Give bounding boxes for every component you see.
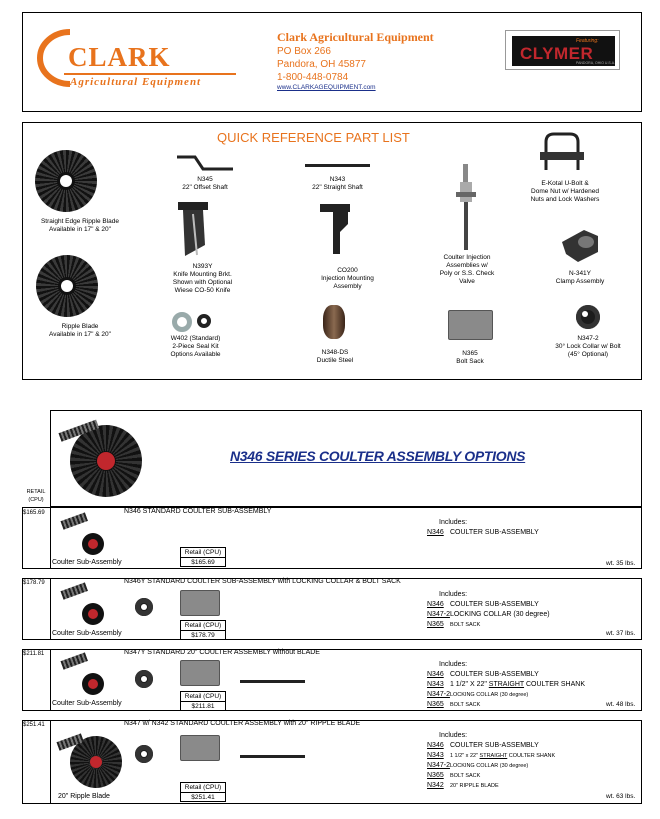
quick-ref-title: QUICK REFERENCE PART LIST [217,130,410,145]
ripple-blade-image [36,255,98,317]
row-4-title: N347 w/ N342 STANDARD COULTER ASSEMBLY with 20" RIPPLE BLADE [124,720,361,727]
n393y-caption: N393Y Knife Mounting Brkt. Shown with Optional Wiese CO-50 Knife [172,263,233,295]
bolt-sack-image [448,310,493,340]
w402-caption: W402 (Standard) 2-Piece Seal Kit Options Available [170,335,221,359]
header-coulter-image [60,415,145,500]
ductile-hub-image [323,305,345,339]
row-3-includes: Includes: N346 COULTER SUB-ASSEMBLY N343 1 1/2" X 22" STRAIGHT COULTER SHANK N347-2 LOCKING COLLAR (30 degree) N365 BOLT SACK [427,661,585,708]
row-4-includes: Includes: N346 COULTER SUB-ASSEMBLY N343 1 1/2" x 22" STRAIGHT COULTER SHANK N347-2 LOCKING COLLAR (30 degree) N365 BOLT SACK N342 20" RIPPLE BLADE [427,732,556,789]
row-4-collar-image [135,745,153,763]
row-2-includes: Includes: N346 COULTER SUB-ASSEMBLY N347-2 LOCKING COLLAR (30 degree) N365 BOLT SACK [427,591,550,628]
row-4-price: $251.41 [23,722,45,728]
straight-ripple-blade-image [35,150,97,212]
row-1-coulter-image [62,515,107,560]
n341y-caption: N-341Y Clamp Assembly [555,270,605,286]
n348-caption: N348-DS Ductile Steel [316,349,354,365]
row-2-price: $178.79 [23,580,45,586]
company-name: Clark Agricultural Equipment [277,30,434,44]
row-2-label: Coulter Sub-Assembly [52,630,122,637]
row-2-title: N346Y STANDARD COULTER SUB-ASSEMBLY with LOCKING COLLAR & BOLT SACK [124,578,401,585]
injection-assembly-image [452,162,482,252]
row-3-shaft-image [240,680,305,683]
website-link[interactable]: www.CLARKAGEQUIPMENT.com [277,84,376,91]
logo-text: CLARK [68,42,171,72]
row-4-label: 20" Ripple Blade [58,793,110,800]
row-3-bolt-sack-image [180,660,220,686]
row-1-title: N346 STANDARD COULTER SUB-ASSEMBLY [124,508,272,515]
row-4-coulter-image [58,728,123,790]
row-1-includes: Includes: N346 COULTER SUB-ASSEMBLY [427,519,539,536]
row-3-collar-image [135,670,153,688]
row-2-bolt-sack-image [180,590,220,616]
row-1-weight: wt. 35 lbs. [606,560,636,567]
logo-sub: Agricultural Equipment [70,76,202,88]
injection-caption: Coulter Injection Assemblies w/ Poly or S.S. Check Valve [439,254,495,286]
row-3-price: $211.81 [23,651,45,657]
options-title: N346 SERIES COULTER ASSEMBLY OPTIONS [230,448,526,464]
row-4-weight: wt. 63 lbs. [606,793,636,800]
n347-caption: N347-2 30° Lock Collar w/ Bolt (45° Optional) [555,335,621,359]
u-bolt-caption: E-Kotal U-Bolt & Dome Nut w/ Hardened Nuts and Lock Washers [530,180,600,204]
n343-caption: N343 22" Straight Shaft [312,176,363,192]
city: Pandora, OH 45877 [277,59,366,70]
co200-caption: CO200 Injection Mounting Assembly [321,267,374,291]
seal-kit-image [172,312,192,332]
offset-shaft-image [175,153,235,173]
clark-logo [28,24,238,94]
lock-collar-image [576,305,600,329]
clymer-place: PANDORA, OHIO U.S.A. [576,61,616,65]
row-4-price-box: Retail (CPU) $251.41 [180,782,226,802]
injection-mount-image [318,202,358,257]
row-1-price: $165.69 [23,510,45,516]
ripple-blade-caption: Ripple Blade Available in 17" & 20" [49,323,111,339]
clymer-featuring: Featuring: [576,38,599,44]
row-2-price-box: Retail (CPU) $178.79 [180,620,226,640]
row-2-coulter-image [62,585,107,630]
row-2-weight: wt. 37 lbs. [606,630,636,637]
row-4-bolt-sack-image [180,735,220,761]
row-3-title: N347Y STANDARD 20" COULTER ASSEMBLY without BLADE [124,649,320,656]
knife-bracket-image [175,200,220,260]
row-3-label: Coulter Sub-Assembly [52,700,122,707]
clymer-logo [505,30,620,70]
row-2-collar-image [135,598,153,616]
row-1-label: Coulter Sub-Assembly [52,559,122,566]
phone: 1-800-448-0784 [277,72,349,83]
row-1-price-box: Retail (CPU) $165.69 [180,547,226,567]
clamp-assembly-image [560,222,600,264]
row-3-weight: wt. 48 lbs. [606,701,636,708]
retail-label: RETAIL (CPU) [26,489,46,503]
straight-shaft-image [305,164,370,167]
row-3-price-box: Retail (CPU) $211.81 [180,691,226,711]
row-4-shaft-image [240,755,305,758]
u-bolt-image [538,130,588,180]
seal-ring-image [197,314,211,328]
straight-blade-caption: Straight Edge Ripple Blade Available in 17" & 20" [40,218,120,234]
row-3-coulter-image [62,655,107,700]
po-box: PO Box 266 [277,46,331,57]
clymer-name: CLYMER [520,44,594,63]
n345-caption: N345 22" Offset Shaft [182,176,228,192]
n365-caption: N365 Bolt Sack [456,350,484,366]
